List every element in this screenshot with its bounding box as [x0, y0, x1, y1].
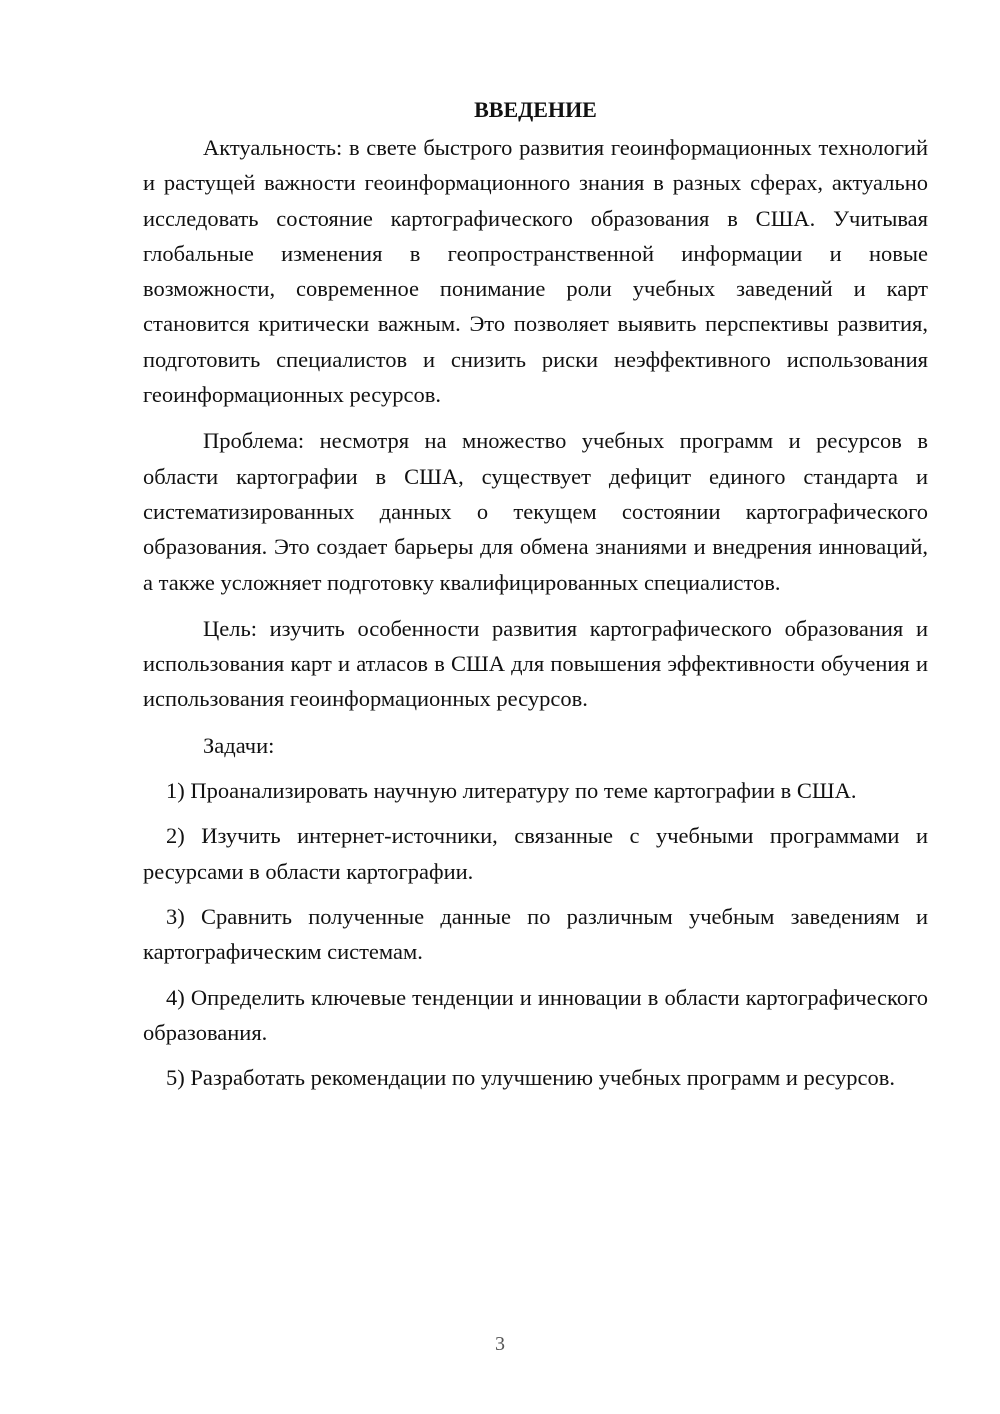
task-item: 1) Проанализировать научную литературу по теме картографии в США. [166, 778, 857, 804]
tasks-list [143, 773, 928, 1095]
relevance-paragraph: Актуальность: в свете быстрого развития геоинформационных технологий и растущей важности геоинформационного знания в разных сферах, актуально исследовать состояние картографического образования в США. Учитывая глобальные изменения в геопространственной информации и новые возможности, современное понимание роли учебных заведений и карт становится критически важным. Это позволяет выявить перспективы развития, подготовить специалистов и снизить риски неэффективного использования геоинформационных ресурсов. [143, 135, 928, 408]
problem-paragraph: Проблема: несмотря на множество учебных программ и ресурсов в области картографии в США, существует дефицит единого стандарта и систематизированных данных о текущем состоянии картографического образования. Это создает барьеры для обмена знаниями и внедрения инноваций, а также усложняет подготовку квалифицированных специалистов. [143, 428, 928, 595]
goal-paragraph: Цель: изучить особенности развития картографического образования и использования карт и атласов в США для повышения эффективности обучения и использования геоинформационных ресурсов. [143, 615, 928, 712]
task-item: 5) Разработать рекомендации по улучшению учебных программ и ресурсов. [166, 1065, 895, 1091]
section-title: ВВЕДЕНИЕ [474, 97, 597, 122]
page-number: 3 [495, 1333, 505, 1355]
tasks-heading: Задачи: [203, 732, 275, 758]
task-item: 3) Сравнить полученные данные по различным учебным заведениям и картографическим системам. [143, 903, 928, 965]
document-page [143, 95, 928, 1095]
task-item: 4) Определить ключевые тенденции и инновации в области картографического образования. [143, 984, 928, 1045]
task-item: 2) Изучить интернет-источники, связанные с учебными программами и ресурсами в области картографии. [143, 823, 928, 884]
